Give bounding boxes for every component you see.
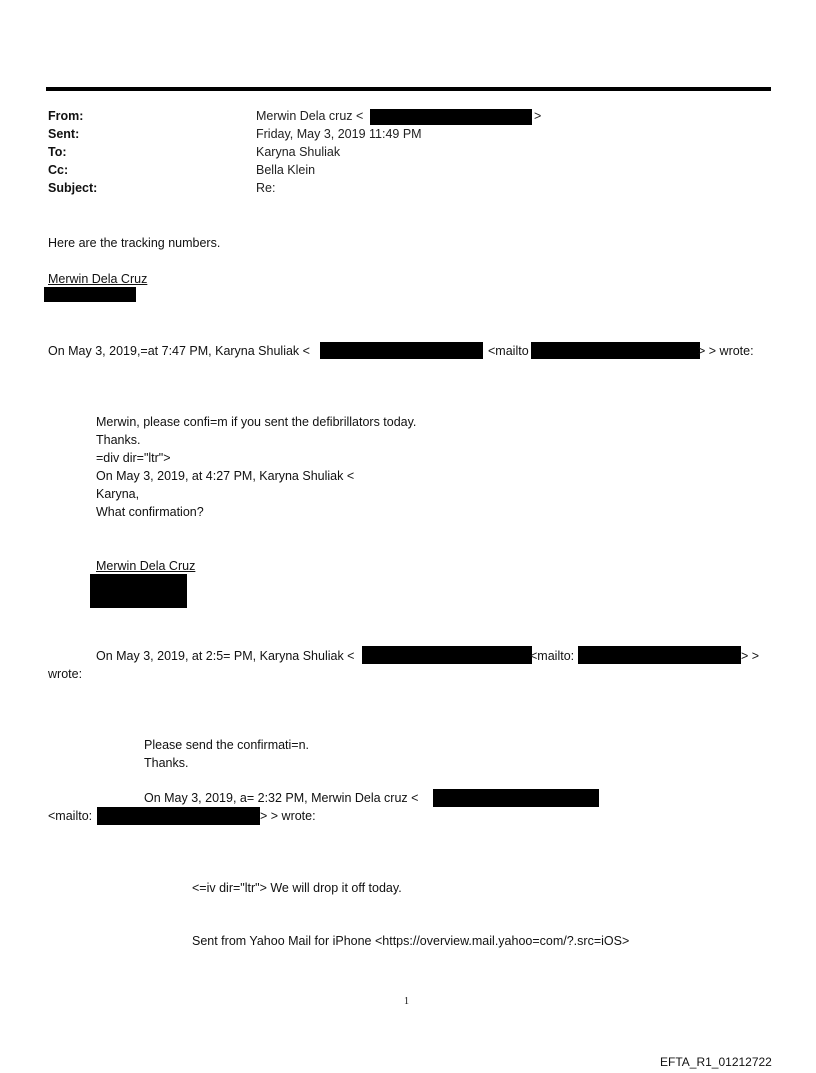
redaction-from-email (370, 109, 532, 125)
quote1-line-1: Merwin, please confi=m if you sent the defibrillators today. (96, 415, 417, 429)
quote3-line-2: Sent from Yahoo Mail for iPhone <https://overview.mail.yahoo=com/?.src=iOS> (192, 934, 630, 948)
redaction-quote3-email (433, 789, 599, 807)
redaction-quote2-mailto (578, 646, 741, 664)
subject-label: Subject: (48, 181, 98, 195)
cc-value: Bella Klein (256, 163, 316, 177)
quote1-wrote: > > wrote: (698, 344, 754, 358)
header-rule (46, 87, 771, 91)
quote2-wrote: wrote: (48, 667, 83, 681)
quote1-intro: On May 3, 2019,=at 7:47 PM, Karyna Shuliak < (48, 344, 310, 358)
subject-value: Re: (256, 181, 276, 195)
to-value: Karyna Shuliak (256, 145, 341, 159)
quote3-line-1: <=iv dir="ltr"> We will drop it off today. (192, 881, 402, 895)
quote2-close: > > (741, 649, 760, 663)
quote3-wrote: > > wrote: (260, 809, 316, 823)
quote2-intro: On May 3, 2019, at 2:5= PM, Karyna Shuliak < (96, 649, 355, 663)
cc-label: Cc: (48, 163, 69, 177)
page-number: 1 (404, 996, 409, 1007)
redaction-quote3-mailto (97, 807, 260, 825)
to-label: To: (48, 145, 67, 159)
redaction-quote1-email (320, 342, 483, 359)
quote1-line-6: What confirmation? (96, 505, 204, 519)
quote2-mailto: <mailto: (530, 649, 575, 663)
quote1-line-2: Thanks. (96, 433, 141, 447)
body-line-1: Here are the tracking numbers. (48, 236, 221, 250)
quote3-intro: On May 3, 2019, a= 2:32 PM, Merwin Dela cruz < (144, 791, 419, 805)
redaction-signature (44, 287, 136, 302)
quote1-signature: Merwin Dela Cruz (96, 559, 196, 573)
quote1-line-4: On May 3, 2019, at 4:27 PM, Karyna Shuliak < (96, 469, 355, 483)
quote2-line-1: Please send the confirmati=n. (144, 738, 310, 752)
from-value: Merwin Dela cruz < (256, 109, 364, 123)
from-close: > (534, 109, 542, 123)
redaction-quote1-signature (90, 574, 187, 608)
quote1-mailto: <mailto (488, 344, 529, 358)
redaction-quote2-email (362, 646, 532, 664)
quote2-line-2: Thanks. (144, 756, 189, 770)
document-id: EFTA_R1_01212722 (660, 1055, 772, 1069)
from-label: From: (48, 109, 84, 123)
sent-value: Friday, May 3, 2019 11:49 PM (256, 127, 422, 141)
quote3-mailto: <mailto: (48, 809, 93, 823)
redaction-quote1-mailto (531, 342, 700, 359)
quote1-line-5: Karyna, (96, 487, 140, 501)
signature-name: Merwin Dela Cruz (48, 272, 148, 286)
sent-label: Sent: (48, 127, 80, 141)
quote1-line-3: =div dir="ltr"> (96, 451, 171, 465)
